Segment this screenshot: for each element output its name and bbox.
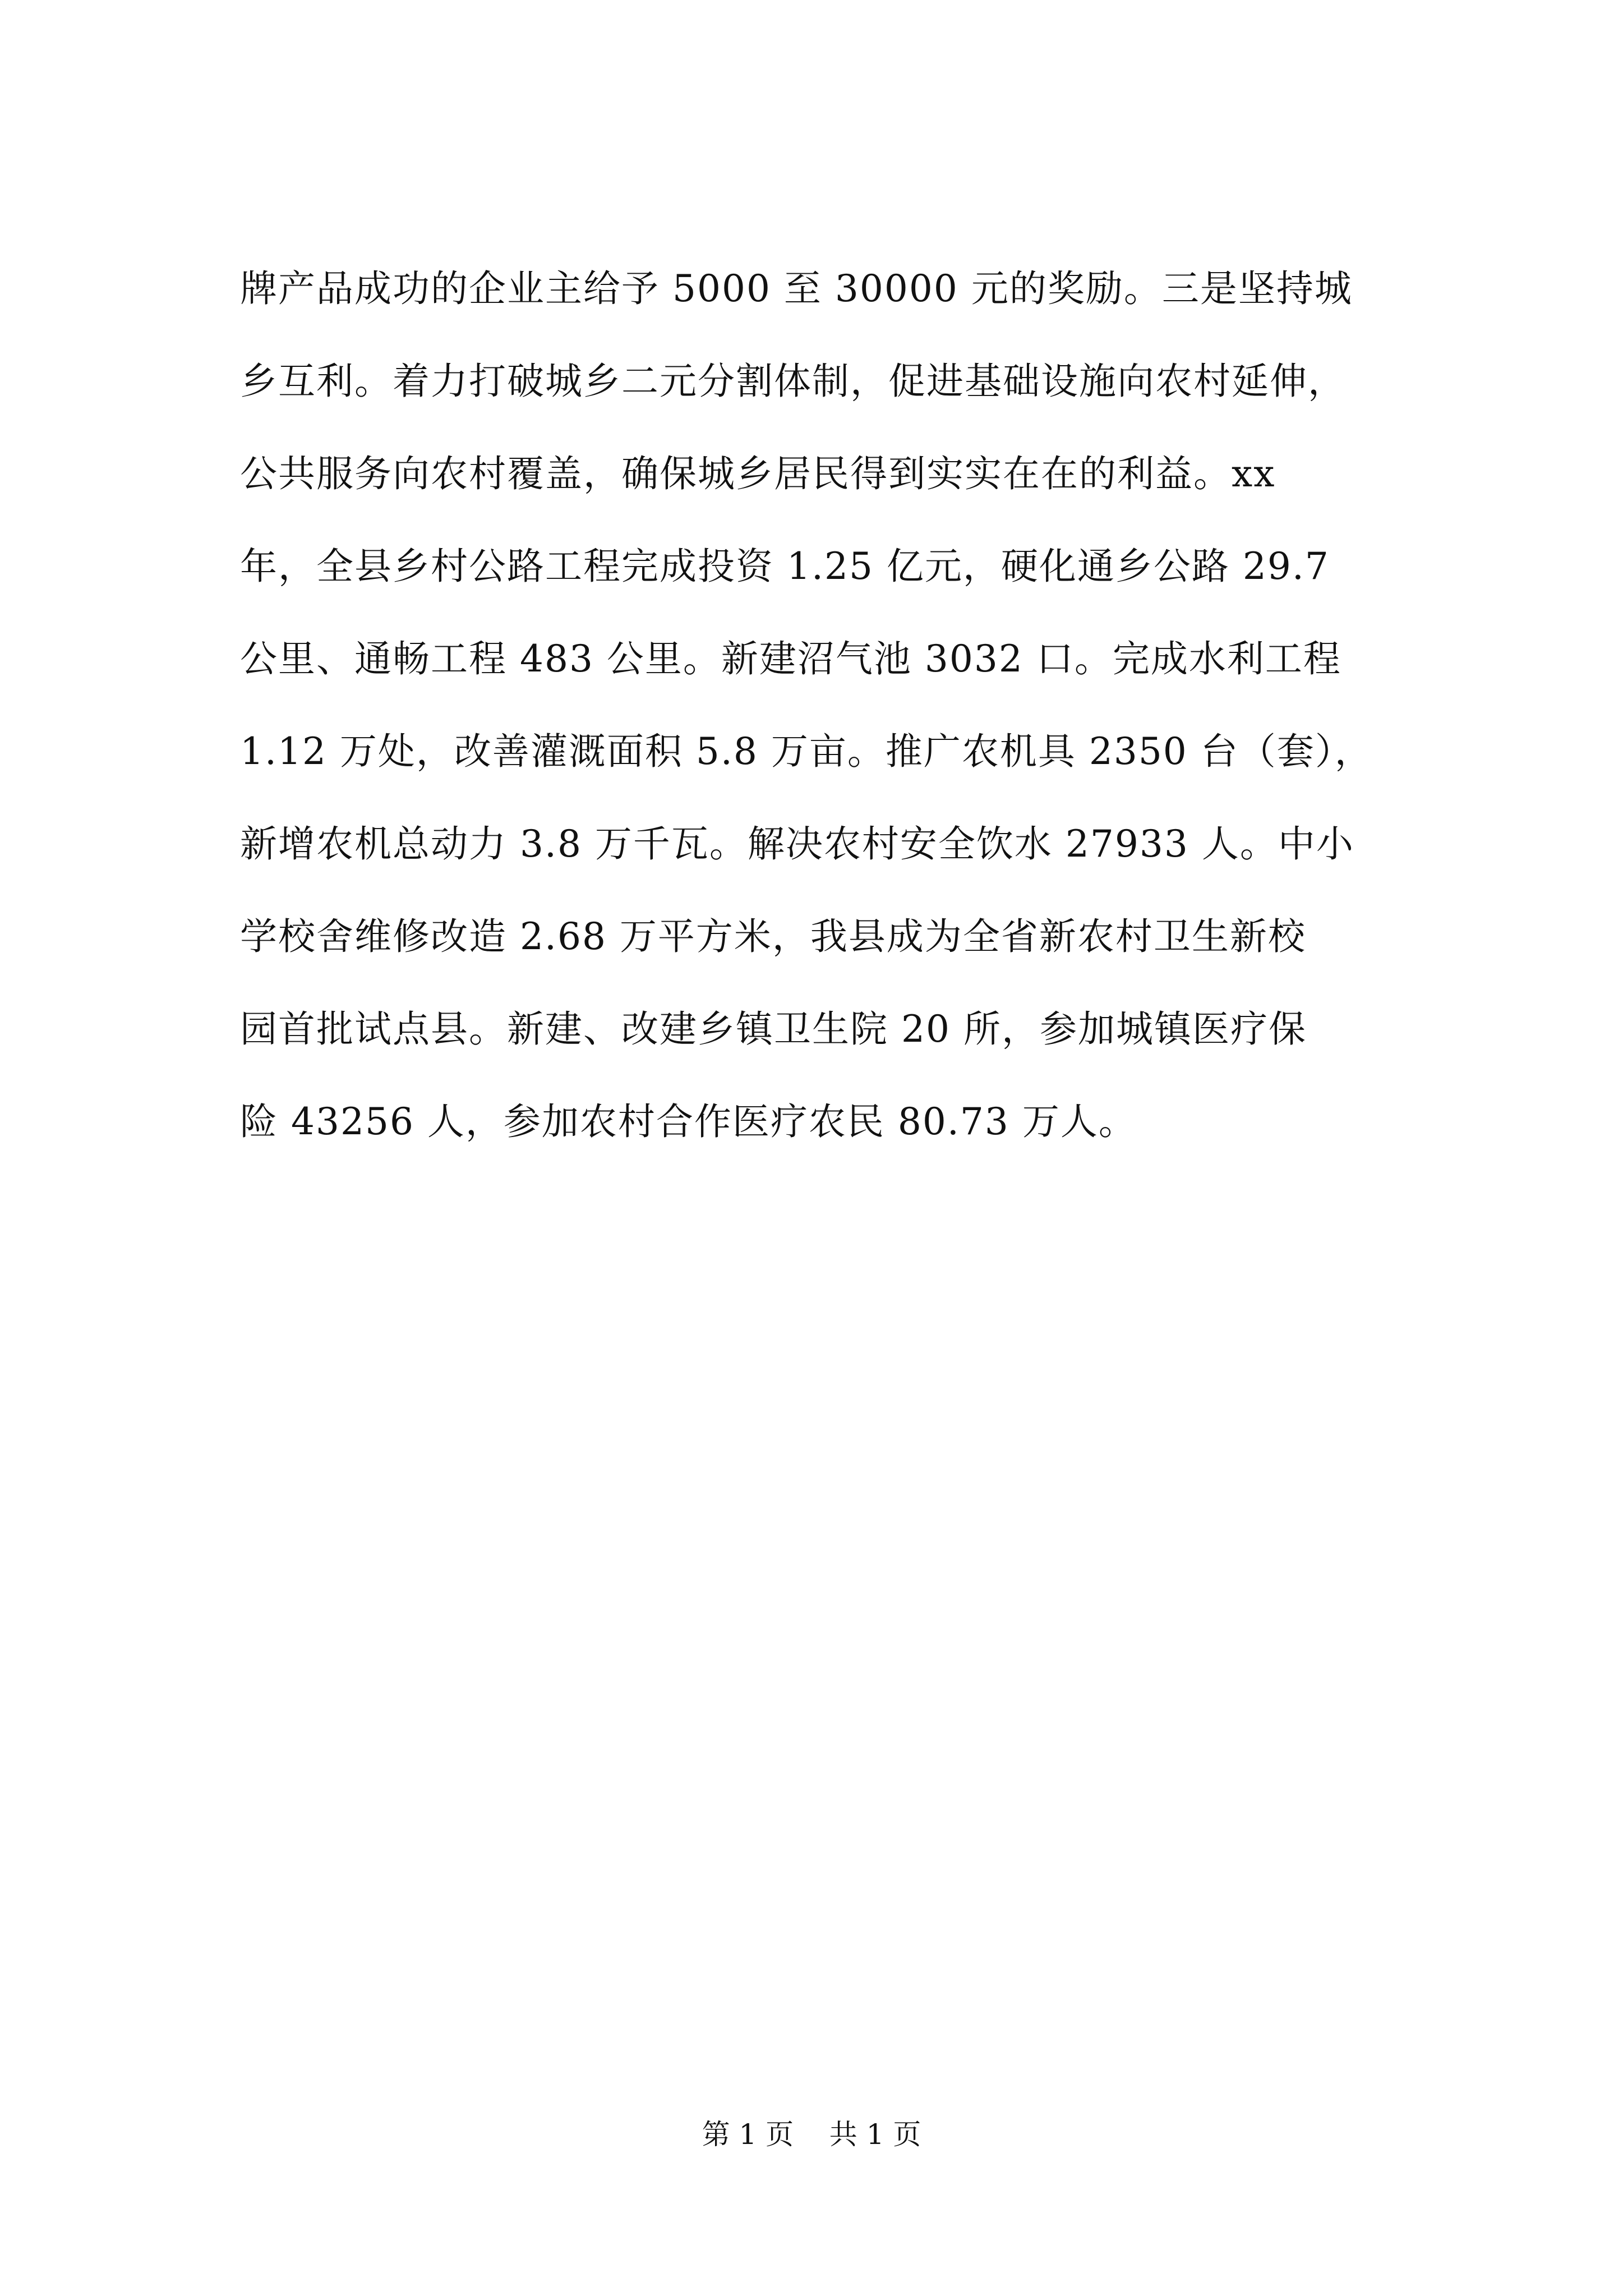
page-number: 第 1 页 (702, 2118, 794, 2151)
page-footer (0, 2118, 1623, 2151)
body-paragraph (240, 267, 1429, 1196)
text-line: 年，全县乡村公路工程完成投资 1.25 亿元，硬化通乡公路 29.7 (240, 545, 1330, 588)
text-line: 险 43256 人，参加农村合作医疗农民 80.73 万人。 (240, 1100, 1137, 1143)
page-total: 共 1 页 (829, 2118, 921, 2151)
text-line: 公共服务向农村覆盖，确保城乡居民得到实实在在的利益。xx (240, 452, 1276, 495)
text-line: 牌产品成功的企业主给予 5000 至 30000 元的奖励。三是坚持城 (240, 267, 1353, 310)
text-line: 乡互利。着力打破城乡二元分割体制，促进基础设施向农村延伸， (240, 360, 1346, 403)
text-line: 园首批试点县。新建、改建乡镇卫生院 20 所，参加城镇医疗保 (240, 1007, 1307, 1051)
text-line: 公里、通畅工程 483 公里。新建沼气池 3032 口。完成水利工程 (240, 637, 1341, 680)
text-line: 1.12 万处，改善灌溉面积 5.8 万亩。推广农机具 2350 台（套）， (240, 730, 1373, 773)
text-line: 新增农机总动力 3.8 万千瓦。解决农村安全饮水 27933 人。中小 (240, 822, 1354, 866)
text-line: 学校舍维修改造 2.68 万平方米，我县成为全省新农村卫生新校 (240, 915, 1306, 958)
